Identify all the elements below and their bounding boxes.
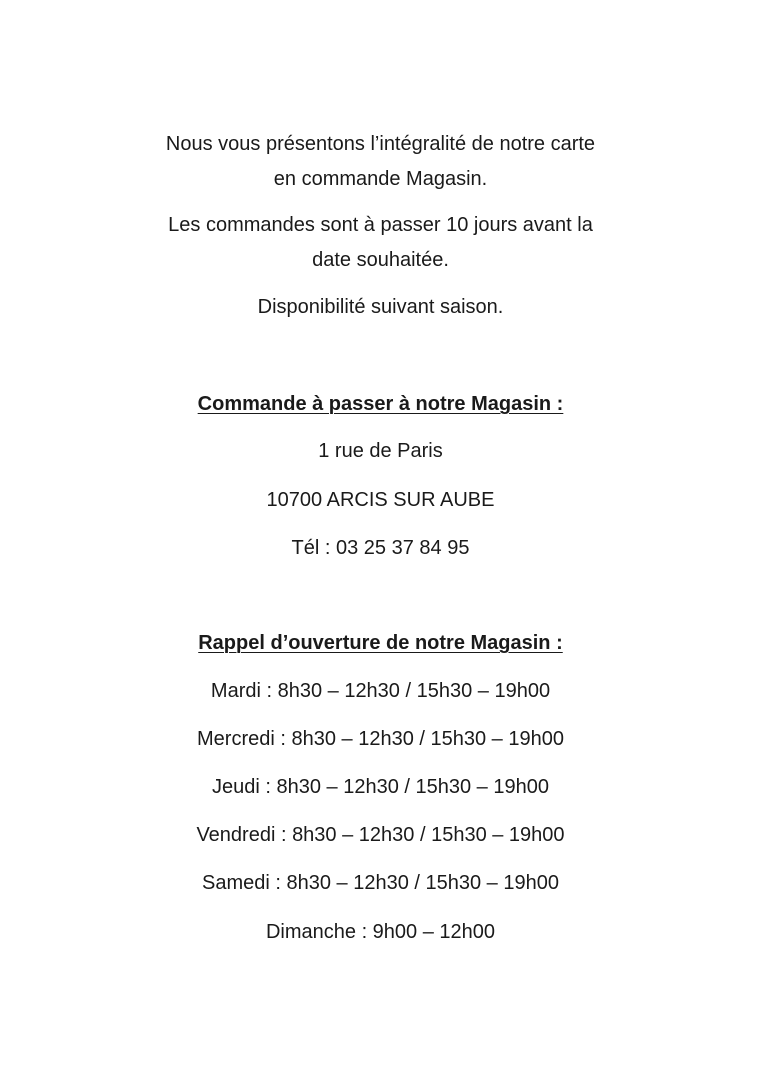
order-city: 10700 ARCIS SUR AUBE (266, 489, 495, 511)
intro-line-5: Disponibilité suivant saison. (257, 296, 504, 318)
hours-day-thursday: Jeudi : 8h30 – 12h30 / 15h30 – 19h00 (212, 776, 549, 798)
hours-day-tuesday: Mardi : 8h30 – 12h30 / 15h30 – 19h00 (210, 680, 551, 702)
hours-day-saturday: Samedi : 8h30 – 12h30 / 15h30 – 19h00 (202, 872, 559, 894)
hours-day-friday: Vendredi : 8h30 – 12h30 / 15h30 – 19h00 (196, 824, 565, 846)
hours-day-sunday: Dimanche : 9h00 – 12h00 (265, 921, 496, 943)
order-street: 1 rue de Paris (318, 440, 443, 462)
intro-line-3: Les commandes sont à passer 10 jours avant la (168, 214, 593, 236)
hours-heading: Rappel d’ouverture de notre Magasin : (198, 632, 563, 654)
intro-line-1: Nous vous présentons l’intégralité de notre carte (165, 133, 596, 155)
hours-day-wednesday: Mercredi : 8h30 – 12h30 / 15h30 – 19h00 (197, 728, 564, 750)
intro-line-4: date souhaitée. (312, 249, 449, 271)
intro-line-2: en commande Magasin. (273, 168, 488, 190)
order-phone: Tél : 03 25 37 84 95 (291, 537, 470, 559)
order-heading: Commande à passer à notre Magasin : (197, 393, 564, 415)
